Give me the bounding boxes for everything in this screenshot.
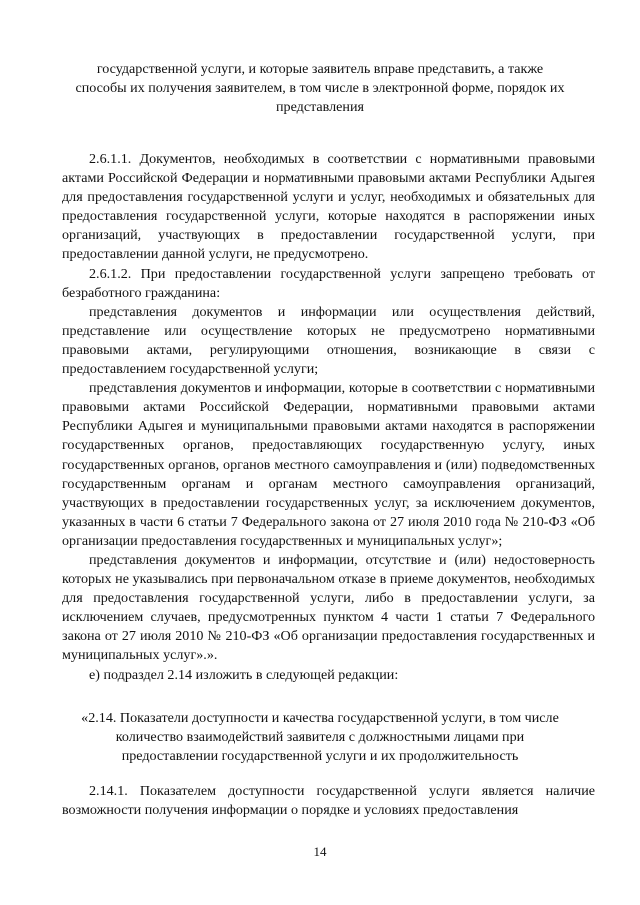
section-heading: государственной услуги, и которые заявитель вправе представить, а также способы их получения заявителем, в том числе в электронной форме, порядок их представления xyxy=(75,61,565,116)
paragraph-2-6-1-2: 2.6.1.2. При предоставлении государственной услуги запрещено требовать от безработного гражданина: xyxy=(62,265,595,301)
page-number: 14 xyxy=(313,844,327,859)
paragraph-2-6-1-1: 2.6.1.1. Документов, необходимых в соответствии с нормативными правовыми актами Российской Федерации и нормативными правовыми актами Республики Адыгея для предоставления государственной услуги и услуг, необходимых и обязательных для предоставления государственной услуги, которые находятся в распоряжении иных организаций, участвующих в предоставлении государственной услуги, при предоставлении данной услуги, не предусмотрено. xyxy=(62,151,595,263)
subsection-e-instruction: е) подраздел 2.14 изложить в следующей редакции: xyxy=(89,666,399,683)
subsection-2-14-heading: «2.14. Показатели доступности и качества государственной услуги, в том числе количество взаимодействий заявителя с должностными лицами при предоставлении государственной услуги и их продолжительность xyxy=(81,710,559,765)
list-item-1: представления документов и информации или осуществления действий, представление или осуществление которых не предусмотрено нормативными правовыми актами, регулирующими отношения, возникающие в связи с предоставлением государственной услуги; xyxy=(62,303,595,378)
body-text xyxy=(62,150,595,685)
list-item-3: представления документов и информации, отсутствие и (или) недостоверность которых не указывались при первоначальном отказе в приеме документов, необходимых для предоставления государственной услуги, либо в предоставлении услуги, за исключением случаев, предусмотренных пунктом 4 части 1 статьи 7 Федерального закона от 27 июля 2010 № 210-ФЗ «Об организации предоставления государственных и муниципальных услуг».». xyxy=(62,551,595,664)
paragraph-2-14-1: 2.14.1. Показателем доступности государственной услуги является наличие возможности получения информации о порядке и условиях предоставления xyxy=(62,783,595,819)
body-text-continued xyxy=(62,782,595,820)
list-item-2: представления документов и информации, которые в соответствии с нормативными правовыми актами Российской Федерации, нормативными правовыми актами Республики Адыгея и муниципальными правовыми актами находятся в распоряжении государственных органов, предоставляющих государственную услугу, иных государственных органов, органов местного самоуправления и (или) подведомственных государственным органам и органам местного самоуправления организаций, участвующих в предоставлении государственных услуг, за исключением документов, указанных в части 6 статьи 7 Федерального закона от 27 июля 2010 года № 210-ФЗ «Об организации предоставления государственных и муниципальных услуг»; xyxy=(62,380,595,549)
